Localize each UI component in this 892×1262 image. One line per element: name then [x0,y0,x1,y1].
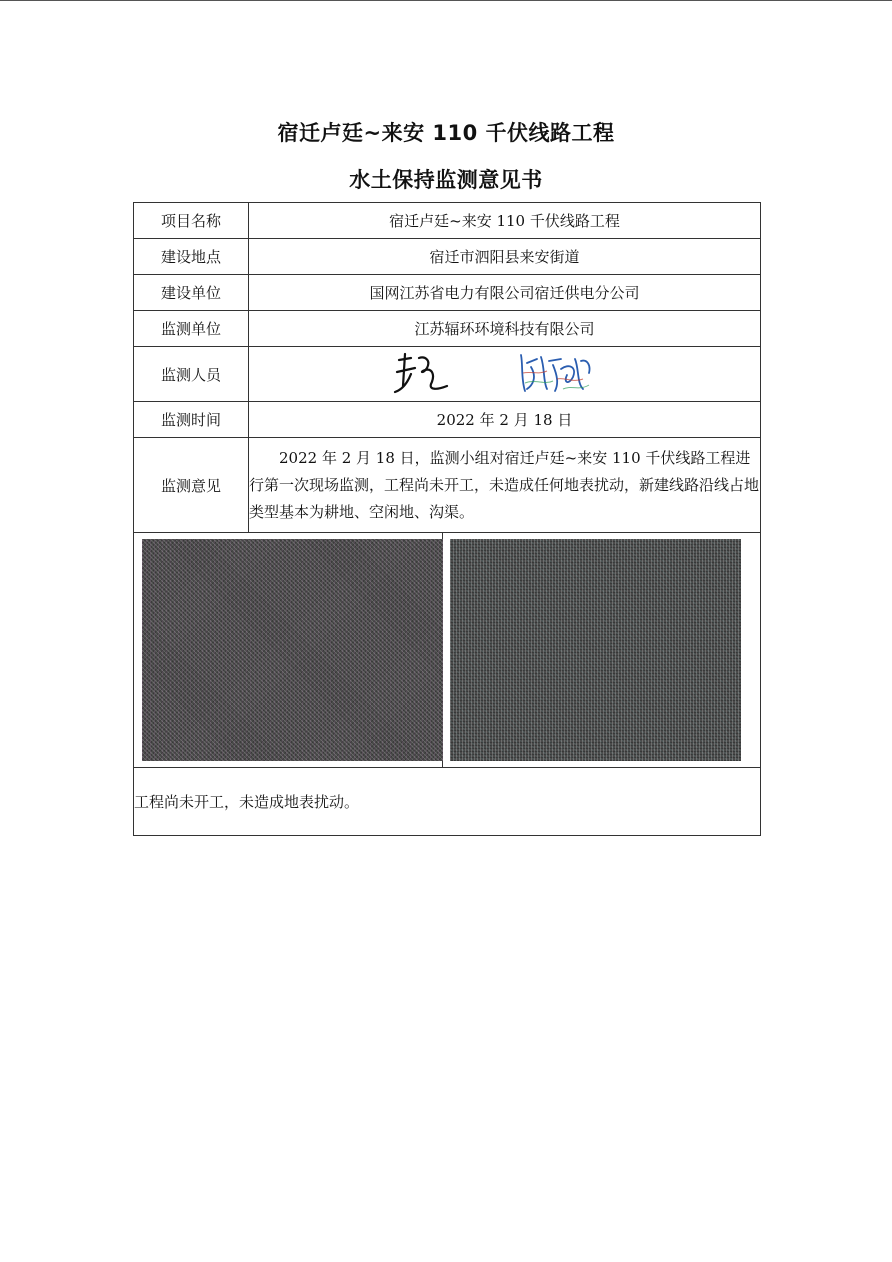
row-monitoring-staff [134,347,761,402]
row-location [134,239,761,275]
label-construction-unit: 建设单位 [134,275,249,311]
label-monitoring-unit: 监测单位 [134,311,249,347]
value-monitoring-unit: 江苏辐环环境科技有限公司 [249,311,761,347]
site-photo-1 [142,539,443,761]
row-project-name [134,203,761,239]
photo-cell-1 [134,533,443,768]
label-monitoring-date: 监测时间 [134,402,249,438]
label-project-name: 项目名称 [134,203,249,239]
signature-cell [249,347,761,402]
document-subtitle: 水土保持监测意见书 [349,168,543,192]
value-monitoring-date: 2022 年 2 月 18 日 [249,402,761,438]
top-border-rule [0,0,892,1]
signature-2 [517,349,597,397]
row-construction-unit [134,275,761,311]
value-construction-unit: 国网江苏省电力有限公司宿迁供电分公司 [249,275,761,311]
row-monitoring-unit [134,311,761,347]
photo-caption: 工程尚未开工，未造成地表扰动。 [134,768,761,836]
label-location: 建设地点 [134,239,249,275]
monitoring-form-table [133,202,761,836]
label-monitoring-staff: 监测人员 [134,347,249,402]
site-photo-2 [450,539,741,761]
document-title: 宿迁卢廷~来安 110 千伏线路工程 [277,121,615,145]
row-monitoring-opinion [134,438,761,533]
value-location: 宿迁市泗阳县来安街道 [249,239,761,275]
row-photos [134,533,761,768]
value-monitoring-opinion: 2022 年 2 月 18 日，监测小组对宿迁卢廷~来安 110 千伏线路工程进行第一次现场监测，工程尚未开工，未造成任何地表扰动，新建线路沿线占地类型基本为耕地、空闲地、沟渠。 [249,438,761,533]
label-monitoring-opinion: 监测意见 [134,438,249,533]
signature-1 [389,350,459,396]
row-monitoring-date [134,402,761,438]
value-project-name: 宿迁卢廷~来安 110 千伏线路工程 [249,203,761,239]
photo-cell-2 [443,533,761,768]
row-photo-caption [134,768,761,836]
